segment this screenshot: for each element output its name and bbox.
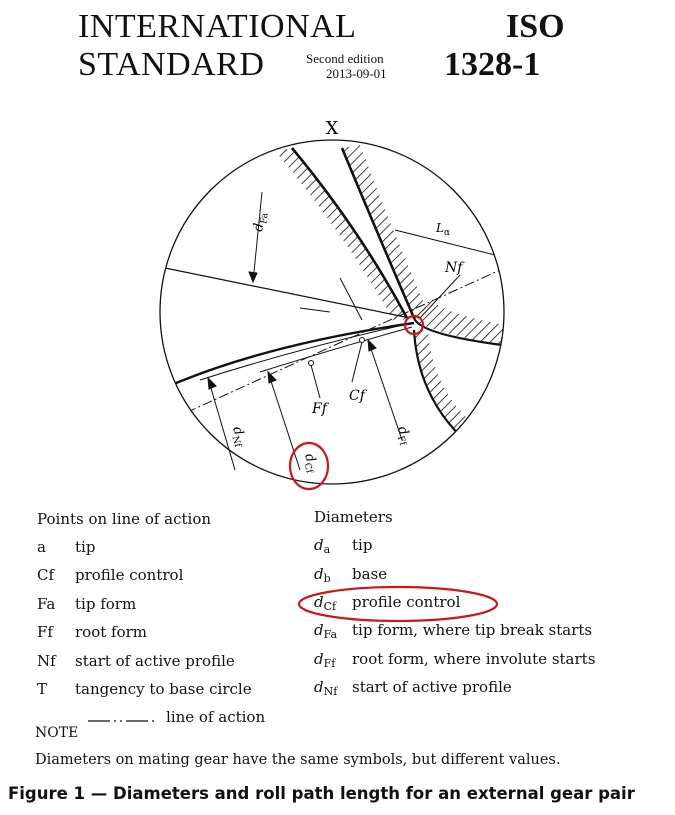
diameter-row-1-symbol: $d_a$	[314, 536, 331, 556]
label-cf: Cf	[349, 388, 365, 404]
standard-number: 1328-1	[444, 46, 541, 83]
diameter-row-5-symbol: $d_{Ff}$	[314, 650, 336, 670]
line-of-action-symbol	[88, 712, 160, 726]
short-leader	[300, 308, 330, 312]
points-row-6-text: tangency to base circle	[75, 680, 252, 698]
points-row-4-symbol: Ff	[37, 623, 53, 641]
highlight-ellipse-dcf-legend	[296, 583, 500, 625]
points-row-2-text: profile control	[75, 566, 184, 584]
dff-arrowhead	[368, 340, 376, 351]
points-row-5-symbol: Nf	[37, 652, 56, 670]
edition-date: 2013-09-01	[326, 66, 387, 81]
diameters-title: Diameters	[314, 508, 393, 526]
dnf-arrowhead	[208, 378, 216, 389]
dff-arrow	[368, 340, 402, 440]
label-dcf: $d_{Cf}$	[301, 451, 318, 475]
point-cf	[360, 338, 365, 343]
label-ff: Ff	[312, 401, 327, 417]
note-text: Diameters on mating gear have the same symbols, but different values.	[35, 752, 561, 768]
points-row-1-symbol: a	[37, 538, 46, 556]
label-dff: $d_{Ff}$	[394, 424, 412, 447]
detail-label-x: X	[325, 118, 339, 139]
points-row-3-text: tip form	[75, 595, 137, 613]
diameter-row-3-text: profile control	[352, 593, 461, 611]
diameter-row-4-symbol: $d_{Fa}$	[314, 621, 338, 641]
header-title-line1: INTERNATIONAL	[78, 8, 357, 45]
figure-caption: Figure 1 — Diameters and roll path length for an external gear pair	[8, 784, 635, 803]
point-ff	[309, 361, 314, 366]
cf-leader	[352, 342, 362, 382]
edition-label: Second edition	[306, 51, 384, 66]
diameter-row-5-text: root form, where involute starts	[352, 650, 596, 668]
dfa-arrow	[253, 192, 262, 282]
iso-label: ISO	[506, 8, 565, 45]
header-title-line2: STANDARD	[78, 46, 265, 83]
points-row-2-symbol: Cf	[37, 566, 55, 584]
ff-leader	[311, 365, 320, 398]
hatch-lower-right	[414, 330, 482, 445]
leader-line	[340, 278, 362, 320]
points-row-5-text: start of active profile	[75, 652, 235, 670]
points-row-6-symbol: T	[37, 680, 48, 698]
points-row-1-text: tip	[75, 538, 96, 556]
diameter-row-6-symbol: $d_{Nf}$	[314, 678, 338, 698]
diameter-row-2-text: base	[352, 565, 388, 583]
line-of-action-label: line of action	[166, 708, 266, 726]
diameter-row-3-symbol: $d_{Cf}$	[314, 593, 337, 613]
points-title: Points on line of action	[37, 510, 212, 528]
note-title: NOTE	[35, 725, 79, 741]
gear-detail-diagram	[0, 110, 675, 505]
diameter-row-6-text: start of active profile	[352, 678, 512, 696]
diameter-row-2-symbol: $d_b$	[314, 565, 331, 585]
points-row-3-symbol: Fa	[37, 595, 56, 613]
label-dnf: $d_{Nf}$	[229, 424, 246, 449]
dcf-arrow	[268, 372, 300, 470]
label-la: $L_\alpha$	[436, 221, 451, 238]
points-row-4-text: root form	[75, 623, 148, 641]
tooth-profile-left	[160, 323, 414, 390]
label-dfa: $d_{Fa}$	[251, 212, 271, 233]
diameter-row-4-text: tip form, where tip break starts	[352, 621, 593, 639]
dfa-arrowhead	[249, 272, 257, 282]
diameter-row-1-text: tip	[352, 536, 373, 554]
detail-view-content	[160, 145, 510, 445]
line-of-action	[170, 270, 500, 420]
cf-arc	[200, 323, 412, 380]
label-nf: Nf	[445, 260, 463, 276]
